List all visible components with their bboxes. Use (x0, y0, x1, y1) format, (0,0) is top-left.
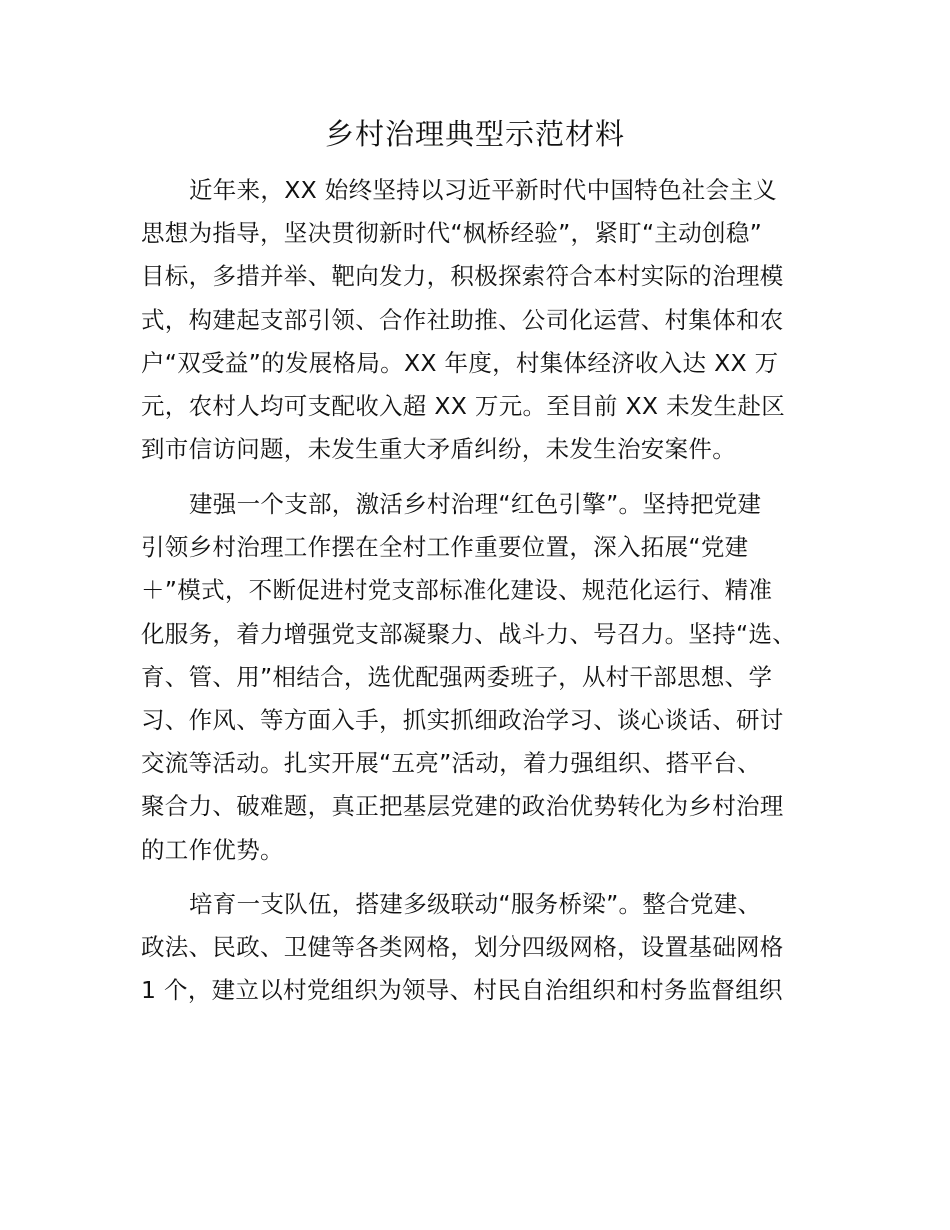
text-line: 育、管、用”相结合，选优配强两委班子，从村干部思想、学 (141, 662, 773, 691)
text-line: 培育一支队伍，搭建多级联动“服务桥梁”。整合党建、 (189, 890, 762, 918)
text-line: 思想为指导，坚决贯彻新时代“枫桥经验”，紧盯“主动创稳” (141, 219, 763, 248)
text-line: 交流等活动。扎实开展“五亮”活动，着力强组织、搭平台、 (141, 749, 761, 778)
text-line: ＋”模式，不断促进村党支部标准化建设、规范化运行、精准 (141, 576, 773, 605)
text-line: 政法、民政、卫健等各类网格，划分四级网格，设置基础网格 (141, 933, 784, 962)
document-title: 乡村治理典型示范材料 (324, 117, 625, 151)
text-line: 引领乡村治理工作摆在全村工作重要位置，深入拓展“党建 (141, 533, 749, 562)
text-line: 元，农村人均可支配收入超 XX 万元。至目前 XX 未发生赴区 (141, 391, 786, 420)
paragraph-intro (141, 169, 841, 471)
text-line: 的工作优势。 (141, 835, 284, 864)
paragraph-party-branch (141, 483, 841, 872)
text-line: 建强一个支部，激活乡村治理“红色引擎”。坚持把党建 (189, 490, 762, 518)
text-line: 习、作风、等方面入手，抓实抓细政治学习、谈心谈话、研讨 (141, 705, 784, 734)
text-line: 户“双受益”的发展格局。XX 年度，村集体经济收入达 XX 万 (141, 348, 779, 377)
text-line: 化服务，着力增强党支部凝聚力、战斗力、号召力。坚持“选、 (141, 619, 797, 648)
text-line: 到市信访问题，未发生重大矛盾纠纷，未发生治安案件。 (141, 435, 736, 464)
text-line: 式，构建起支部引领、合作社助推、公司化运营、村集体和农 (141, 305, 784, 334)
text-line: 近年来，XX 始终坚持以习近平新时代中国特色社会主义 (189, 176, 777, 204)
text-line: 目标，多措并举、靶向发力，积极探索符合本村实际的治理模 (141, 262, 784, 291)
text-line: 1 个，建立以村党组织为领导、村民自治组织和村务监督组织 (141, 976, 783, 1005)
paragraph-team (141, 883, 841, 1013)
text-line: 聚合力、破难题，真正把基层党建的政治优势转化为乡村治理 (141, 792, 784, 821)
